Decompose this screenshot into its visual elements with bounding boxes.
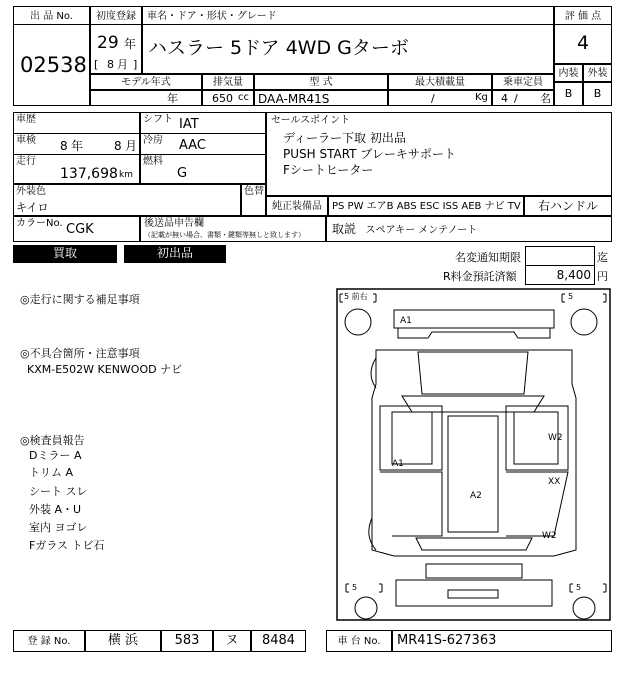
rating-label: 評 価 点	[564, 11, 602, 22]
history-cell	[13, 112, 140, 134]
type-label: 型 式	[309, 77, 333, 88]
inspector-note-line: 室内 ヨゴレ	[29, 521, 88, 534]
model-year-label-cell	[90, 74, 202, 90]
defect-notes-title: ◎不具合箇所・注意事項	[20, 347, 140, 360]
reg-kana-cell	[213, 630, 251, 652]
handle-value: 右ハンドル	[537, 199, 598, 213]
interior-label-cell	[554, 64, 583, 82]
inspector-note-line: Dミラー A	[29, 449, 82, 462]
type-value: DAA-MR41S	[258, 92, 330, 106]
exterior-label: 外装	[587, 68, 608, 79]
chassis-label-cell	[326, 630, 392, 652]
shaken-label: 車検	[16, 135, 36, 146]
recycle-fee-label: R料金預託済額	[443, 270, 517, 283]
chassis-number: MR41S-627363	[397, 633, 497, 648]
sales-points-label: セールスポイント	[271, 115, 351, 126]
inspector-note-line: シート スレ	[29, 485, 88, 498]
chassis-label: 車 台 No.	[337, 636, 381, 647]
inspector-note-line: Fガラス トビ石	[29, 539, 105, 552]
capacity-slash: /	[514, 92, 518, 105]
lot-label: 出 品 No.	[30, 11, 73, 22]
first-reg-cell	[90, 24, 142, 74]
color-no-label: カラーNo.	[16, 218, 63, 229]
left-window	[392, 412, 432, 464]
tire-bracket	[373, 294, 376, 302]
shift-value: IAT	[179, 117, 199, 132]
reg-number: 8484	[261, 633, 296, 648]
exterior-grade-cell	[583, 82, 612, 106]
equipment-items: PS PW エアB ABS ESC ISS AEB ナビ TV	[332, 201, 521, 212]
reg-month-open: [	[94, 58, 99, 71]
ac-label: 冷房	[143, 135, 163, 146]
inspector-report-title: ◎検査員報告	[20, 434, 85, 447]
manual-label: 取説	[332, 222, 357, 236]
driving-notes-title: ◎走行に関する補足事項	[20, 293, 140, 306]
mileage-cell	[13, 154, 140, 184]
damage-mark: A1	[400, 316, 412, 326]
reg-month: 8	[107, 58, 114, 71]
reg-place: 横 浜	[107, 633, 139, 648]
change-deadline-box	[525, 246, 595, 266]
rear-plate	[448, 590, 498, 598]
rating-cell	[554, 24, 612, 64]
reg-place-cell	[85, 630, 161, 652]
mileage-label: 走行	[16, 156, 36, 167]
model-year-label: モデル年式	[121, 77, 171, 88]
model-label: 車名・ドア・形状・グレード	[147, 11, 277, 22]
first-listing-badge: 初出品	[124, 245, 226, 263]
tire-bracket	[379, 584, 382, 592]
rating-label-cell	[554, 6, 612, 25]
wheel	[571, 309, 597, 335]
damage-mark: XX	[548, 477, 561, 487]
rear-bumper	[396, 580, 552, 606]
body-outline	[372, 350, 576, 556]
exterior-color-cell	[13, 184, 241, 216]
load-label: 最大積載量	[415, 77, 465, 88]
displacement-value: 650	[212, 92, 233, 105]
chassis-cell	[392, 630, 612, 652]
mileage-value: 137,698	[60, 166, 118, 182]
tire-bracket	[340, 294, 343, 302]
rating-score: 4	[576, 32, 590, 54]
load-label-cell	[388, 74, 492, 90]
equipment-items-cell	[328, 196, 524, 216]
front-grille	[398, 328, 550, 338]
reg-year-unit: 年	[124, 37, 137, 51]
vehicle-damage-diagram	[336, 288, 612, 622]
exterior-color-label: 外装色	[16, 186, 46, 197]
capacity-unit: 名	[540, 92, 551, 105]
wheel	[345, 309, 371, 335]
color-name: キイロ	[16, 201, 49, 214]
defect-note-line: KXM-E502W KENWOOD ナビ	[27, 363, 183, 376]
model-label-cell	[142, 6, 554, 25]
left-fender	[371, 358, 376, 388]
displacement-label: 排気量	[213, 77, 243, 88]
front-bumper	[394, 310, 554, 328]
shaken-year-unit: 年	[71, 139, 84, 153]
displacement-cell	[202, 90, 254, 106]
left-rear-door	[380, 472, 442, 536]
tire-label-top-left: 5 前右	[344, 292, 368, 301]
capacity-label: 乗車定員	[503, 77, 543, 88]
color-no-cell	[13, 216, 140, 242]
history-label: 車歴	[16, 114, 36, 125]
color-change-label: 色替	[244, 186, 264, 197]
tire-label-bottom-right: 5	[576, 583, 582, 592]
sales-points-box	[266, 112, 612, 196]
capacity-cell	[492, 90, 554, 106]
load-unit: Kg	[475, 92, 488, 103]
sales-point-line: Fシートヒーター	[283, 163, 374, 177]
shaken-cell	[13, 133, 140, 155]
recycle-fee-unit: 円	[597, 270, 608, 283]
interior-label: 内装	[558, 68, 579, 79]
diagram-frame	[337, 289, 610, 620]
inspector-note-line: トリム A	[29, 466, 74, 479]
equipment-label: 純正装備品	[272, 201, 322, 212]
displacement-label-cell	[202, 74, 254, 90]
first-reg-label-cell	[90, 6, 142, 25]
shift-label: シフト	[143, 114, 173, 125]
ac-value: AAC	[179, 138, 206, 153]
first-reg-label: 初度登録	[96, 11, 136, 22]
capacity-value: 4	[501, 92, 508, 105]
shaken-year: 8	[60, 139, 68, 153]
lot-label-cell	[13, 6, 90, 25]
wheel	[355, 597, 377, 619]
manual-items: スペアキー メンテノート	[365, 225, 478, 236]
equipment-label-cell	[266, 196, 328, 216]
roof	[448, 416, 498, 532]
color-change-cell	[241, 184, 266, 216]
reg-number-cell	[251, 630, 306, 652]
shift-cell	[140, 112, 266, 134]
shaken-month-unit: 月	[125, 139, 138, 153]
displacement-unit: cc	[238, 92, 249, 103]
ac-cell	[140, 133, 266, 155]
reg-class-cell	[161, 630, 213, 652]
exterior-grade: B	[593, 87, 602, 100]
tire-bracket	[603, 294, 606, 302]
load-slash: /	[431, 92, 435, 105]
manual-cell	[326, 216, 612, 242]
capacity-label-cell	[492, 74, 554, 90]
type-cell	[254, 90, 388, 106]
model-year-unit: 年	[167, 92, 178, 105]
model-name-cell	[142, 24, 554, 74]
change-deadline-unit: 迄	[597, 251, 608, 264]
reg-month-close: ]	[133, 58, 138, 71]
tire-bracket	[570, 584, 573, 592]
tire-bracket	[562, 294, 565, 302]
sales-point-line: ディーラー下取 初出品	[283, 131, 406, 145]
lot-number: 02538	[20, 53, 87, 77]
mileage-unit: km	[119, 170, 133, 180]
handle-cell	[524, 196, 612, 216]
change-deadline-label: 名変通知期限	[455, 251, 521, 264]
damage-mark: W2	[548, 433, 563, 443]
reg-kana: ヌ	[225, 633, 239, 648]
reg-month-unit: 月	[117, 58, 128, 71]
doc-label: 後送品申告欄	[144, 218, 204, 229]
load-cell	[388, 90, 492, 106]
recycle-fee-value: 8,400	[556, 268, 591, 282]
damage-mark: A1	[392, 459, 404, 469]
fuel-cell	[140, 154, 266, 184]
model-year-cell	[90, 90, 202, 106]
model-name: ハスラー 5ドア 4WD Gターボ	[148, 37, 409, 59]
shaken-month: 8	[114, 139, 122, 153]
left-front-door	[380, 406, 442, 470]
exterior-label-cell	[583, 64, 612, 82]
reg-class: 583	[174, 633, 200, 648]
tire-bracket	[346, 584, 349, 592]
tire-label-top-right: 5	[568, 292, 574, 301]
windshield	[402, 396, 544, 412]
reg-year: 29	[97, 33, 119, 53]
fuel-label: 燃料	[143, 156, 163, 167]
interior-grade-cell	[554, 82, 583, 106]
interior-grade: B	[564, 87, 573, 100]
tire-bracket	[603, 584, 606, 592]
sales-point-line: PUSH START ブレーキサポート	[283, 147, 456, 161]
buy-badge: 買取	[13, 245, 117, 263]
damage-mark: A2	[470, 491, 482, 501]
hood	[418, 352, 528, 394]
fuel-value: G	[177, 166, 188, 181]
lot-number-cell	[13, 24, 90, 106]
rear-hatch	[426, 564, 522, 578]
damage-mark: W2	[542, 531, 557, 541]
reg-no-label-cell	[13, 630, 85, 652]
reg-no-label: 登 録 No.	[27, 636, 71, 647]
tire-label-bottom-left: 5	[352, 583, 358, 592]
recycle-fee-box	[525, 265, 595, 285]
doc-cell	[140, 216, 326, 242]
wheel	[573, 597, 595, 619]
doc-note: （記載が無い場合、書類・鍵類等無しと致します）	[144, 231, 305, 239]
inspector-note-line: 外装 A・U	[29, 503, 82, 516]
rear-window	[416, 538, 532, 550]
type-label-cell	[254, 74, 388, 90]
color-no-value: CGK	[66, 222, 94, 237]
